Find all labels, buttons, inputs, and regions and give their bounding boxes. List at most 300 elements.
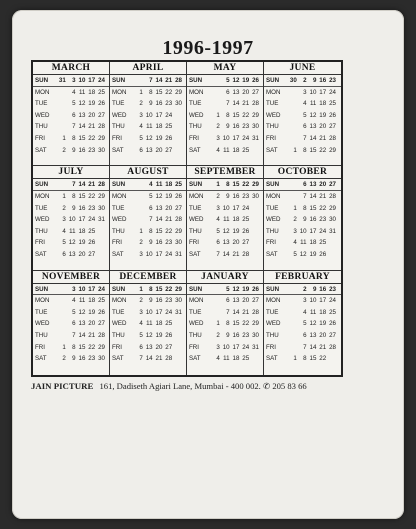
weekday-row xyxy=(264,98,341,110)
weekday-row xyxy=(33,307,109,319)
date-cell: 19 xyxy=(88,308,96,316)
weekday-row xyxy=(33,237,109,249)
weekday-label: SAT xyxy=(189,250,201,258)
date-cell: 19 xyxy=(242,285,250,293)
footer-phone: ✆ 205 83 66 xyxy=(262,381,307,391)
weekday-label: SUN xyxy=(266,77,280,84)
date-cell: 27 xyxy=(98,111,105,119)
date-cell: 17 xyxy=(232,134,240,142)
date-cell: 15 xyxy=(309,355,317,363)
date-cell: 12 xyxy=(145,332,153,340)
date-cell: 5 xyxy=(149,192,153,200)
weekday-row xyxy=(187,237,263,249)
date-cell: 20 xyxy=(319,332,327,340)
date-cell: 15 xyxy=(232,111,240,119)
date-cell: 11 xyxy=(223,216,230,224)
date-cell: 29 xyxy=(175,285,182,293)
date-cell xyxy=(133,203,143,215)
date-cell: 17 xyxy=(232,343,240,351)
weekday-row xyxy=(33,110,109,122)
date-cell: 22 xyxy=(88,192,96,200)
date-cell xyxy=(172,145,182,157)
date-cell: 12 xyxy=(68,239,76,247)
month-name: MAY xyxy=(187,62,263,75)
date-cell: 7 xyxy=(139,355,143,363)
date-cell xyxy=(210,284,220,295)
date-cell: 21 xyxy=(88,123,96,131)
date-cell: 30 xyxy=(252,123,259,131)
date-cell xyxy=(133,179,143,190)
date-cell: 17 xyxy=(309,227,317,235)
date-cell: 3 xyxy=(216,343,220,351)
date-cell: 6 xyxy=(62,250,66,258)
date-cell: 6 xyxy=(139,146,143,154)
month-block-december xyxy=(110,271,187,375)
date-cell: 20 xyxy=(242,88,250,96)
weekday-label: MON xyxy=(35,88,50,96)
date-cell: 2 xyxy=(216,123,220,131)
date-cell: 3 xyxy=(303,297,307,305)
weekday-label: MON xyxy=(266,88,281,96)
date-cell: 23 xyxy=(88,146,96,154)
date-cell xyxy=(210,98,220,110)
date-cell: 30 xyxy=(252,192,259,200)
date-cell: 22 xyxy=(319,204,327,212)
date-cell: 15 xyxy=(78,134,86,142)
date-cell: 13 xyxy=(145,146,153,154)
date-cell: 5 xyxy=(139,134,143,142)
weekday-label: MON xyxy=(112,297,127,305)
date-cell xyxy=(287,191,297,203)
weekday-label: FRI xyxy=(266,343,276,351)
date-cell: 28 xyxy=(98,123,105,131)
date-cell: 1 xyxy=(293,355,297,363)
weekday-label: WED xyxy=(266,111,281,119)
date-cell: 12 xyxy=(155,192,163,200)
date-cell: 7 xyxy=(226,308,230,316)
date-cell: 10 xyxy=(222,204,230,212)
date-cell: 27 xyxy=(98,320,105,328)
date-cell: 18 xyxy=(232,216,240,224)
date-cell xyxy=(249,237,259,249)
date-cell xyxy=(287,98,297,110)
date-cell: 27 xyxy=(165,146,173,154)
weekday-label: FRI xyxy=(189,134,199,142)
date-cell: 7 xyxy=(226,100,230,108)
weekday-row xyxy=(110,342,186,354)
date-cell xyxy=(210,75,220,86)
date-cell: 25 xyxy=(88,227,96,235)
date-cell: 27 xyxy=(242,239,250,247)
date-cell: 28 xyxy=(98,181,105,189)
weekday-row xyxy=(110,145,186,157)
weekday-row xyxy=(33,133,109,145)
date-cell: 3 xyxy=(139,111,143,119)
date-cell: 2 xyxy=(139,239,143,247)
date-cell: 17 xyxy=(319,88,327,96)
weekday-row xyxy=(33,121,109,133)
date-cell: 12 xyxy=(309,111,317,119)
date-cell: 3 xyxy=(303,88,307,96)
date-cell: 25 xyxy=(98,88,105,96)
weekday-row xyxy=(187,179,263,191)
weekday-label: MON xyxy=(189,297,204,305)
date-cell: 6 xyxy=(149,204,153,212)
calendar-title: 1996-1997 xyxy=(162,37,254,59)
date-cell xyxy=(210,307,220,319)
weekday-row xyxy=(187,295,263,307)
weekday-label: FRI xyxy=(35,239,45,247)
date-cell: 30 xyxy=(98,204,105,212)
date-cell: 16 xyxy=(232,123,240,131)
date-cell: 13 xyxy=(78,111,86,119)
date-cell: 12 xyxy=(299,250,307,258)
date-cell xyxy=(287,307,297,319)
date-cell xyxy=(133,75,143,86)
date-cell: 23 xyxy=(88,204,96,212)
footer-address: 161, Dadiseth Agiari Lane, Mumbai - 400 002. xyxy=(99,381,261,391)
date-cell xyxy=(249,249,259,261)
date-cell: 25 xyxy=(329,308,336,316)
date-cell: 24 xyxy=(329,297,336,305)
date-cell: 28 xyxy=(329,134,336,142)
weekday-row xyxy=(110,307,186,319)
date-cell: 16 xyxy=(309,216,317,224)
date-cell: 22 xyxy=(165,285,173,293)
weekday-row xyxy=(33,203,109,215)
date-cell: 30 xyxy=(98,355,105,363)
date-cell: 13 xyxy=(309,123,317,131)
date-cell: 11 xyxy=(223,355,230,363)
weekday-row xyxy=(264,179,341,191)
date-cell: 20 xyxy=(319,123,327,131)
weekday-label: TUE xyxy=(189,204,202,212)
date-cell: 8 xyxy=(72,343,76,351)
date-cell: 31 xyxy=(329,227,336,235)
weekday-label: SAT xyxy=(35,146,47,154)
weekday-label: SAT xyxy=(266,355,278,363)
weekday-row xyxy=(187,342,263,354)
date-cell: 22 xyxy=(165,227,173,235)
weekday-label: MON xyxy=(112,192,127,200)
date-cell: 20 xyxy=(165,204,173,212)
date-cell: 3 xyxy=(139,250,143,258)
date-cell xyxy=(172,330,182,342)
date-cell: 1 xyxy=(139,285,143,293)
footer xyxy=(31,381,391,392)
date-cell: 15 xyxy=(309,146,317,154)
date-cell: 8 xyxy=(72,134,76,142)
date-cell: 25 xyxy=(165,123,173,131)
date-cell: 2 xyxy=(139,297,143,305)
date-cell: 14 xyxy=(78,332,86,340)
date-cell xyxy=(56,307,66,319)
weekday-row xyxy=(187,121,263,133)
weekday-row xyxy=(264,121,341,133)
month-block-november xyxy=(33,271,110,375)
date-cell: 14 xyxy=(309,192,317,200)
date-cell: 30 xyxy=(252,332,259,340)
weekday-label: FRI xyxy=(35,343,45,351)
date-cell: 12 xyxy=(232,77,240,84)
date-cell: 4 xyxy=(72,88,76,96)
date-cell: 25 xyxy=(165,320,173,328)
date-cell xyxy=(56,121,66,133)
date-cell xyxy=(249,203,259,215)
date-cell xyxy=(133,214,143,226)
weekday-label: SAT xyxy=(189,355,201,363)
weekday-row xyxy=(264,145,341,157)
date-cell: 31 xyxy=(175,250,182,258)
weekday-row xyxy=(187,203,263,215)
weekday-row xyxy=(264,237,341,249)
date-cell: 4 xyxy=(216,216,220,224)
date-cell: 21 xyxy=(165,216,173,224)
weekday-label: TUE xyxy=(112,204,125,212)
date-cell: 8 xyxy=(303,355,307,363)
date-cell: 18 xyxy=(155,123,163,131)
date-cell: 27 xyxy=(252,297,259,305)
date-cell: 11 xyxy=(69,227,76,235)
date-cell xyxy=(287,284,297,295)
date-cell: 20 xyxy=(232,239,240,247)
date-cell: 21 xyxy=(319,192,327,200)
date-cell: 10 xyxy=(222,134,230,142)
date-cell: 29 xyxy=(98,343,105,351)
date-cell: 6 xyxy=(139,343,143,351)
date-cell: 24 xyxy=(98,285,105,293)
weekday-row xyxy=(33,191,109,203)
date-cell: 27 xyxy=(329,123,336,131)
date-cell xyxy=(172,121,182,133)
date-cell: 24 xyxy=(165,111,173,119)
date-cell: 31 xyxy=(252,343,259,351)
weekday-label: SUN xyxy=(112,285,126,293)
date-cell: 18 xyxy=(309,239,317,247)
weekday-label: FRI xyxy=(189,343,199,351)
weekday-row xyxy=(187,284,263,296)
month-block-march xyxy=(33,62,110,166)
weekday-label: THU xyxy=(112,227,125,235)
date-cell: 19 xyxy=(309,250,317,258)
date-cell: 18 xyxy=(155,320,163,328)
date-cell xyxy=(287,121,297,133)
date-cell: 10 xyxy=(78,285,86,293)
date-cell: 14 xyxy=(309,134,317,142)
weekday-label: SAT xyxy=(189,146,201,154)
weekday-label: MON xyxy=(189,192,204,200)
date-cell: 1 xyxy=(293,146,297,154)
weekday-row xyxy=(264,226,341,238)
date-cell: 15 xyxy=(155,227,163,235)
date-cell xyxy=(249,145,259,157)
date-cell: 20 xyxy=(319,181,327,189)
date-cell: 6 xyxy=(303,332,307,340)
date-cell xyxy=(287,87,297,99)
weekday-row xyxy=(110,295,186,307)
weekday-row xyxy=(110,318,186,330)
month-block-october xyxy=(264,166,341,270)
weekday-label: SUN xyxy=(189,77,203,84)
date-cell xyxy=(56,330,66,342)
date-cell: 26 xyxy=(165,134,173,142)
date-cell: 12 xyxy=(309,320,317,328)
date-cell xyxy=(56,284,66,295)
month-block-april xyxy=(110,62,187,166)
date-cell: 9 xyxy=(226,332,230,340)
weekday-label: TUE xyxy=(35,204,48,212)
date-cell: 20 xyxy=(88,111,96,119)
weekday-row xyxy=(33,249,109,261)
date-cell: 25 xyxy=(175,181,182,189)
date-cell: 19 xyxy=(242,77,250,84)
date-cell xyxy=(249,353,259,365)
weekday-row xyxy=(110,75,186,87)
date-cell: 18 xyxy=(232,146,240,154)
date-cell xyxy=(287,110,297,122)
month-name: DECEMBER xyxy=(110,271,186,284)
weekday-label: FRI xyxy=(266,134,276,142)
weekday-row xyxy=(33,75,109,87)
weekday-row xyxy=(110,249,186,261)
date-cell: 24 xyxy=(242,343,250,351)
date-cell: 4 xyxy=(293,239,297,247)
date-cell: 26 xyxy=(252,285,259,293)
date-cell: 2 xyxy=(293,216,297,224)
date-cell: 13 xyxy=(232,297,240,305)
month-name: SEPTEMBER xyxy=(187,166,263,179)
date-cell: 31 xyxy=(175,308,182,316)
weekday-label: SAT xyxy=(35,250,47,258)
date-cell: 8 xyxy=(72,192,76,200)
weekday-label: SUN xyxy=(189,181,203,189)
date-cell: 6 xyxy=(303,181,307,189)
date-cell: 15 xyxy=(155,88,163,96)
date-cell: 5 xyxy=(72,308,76,316)
weekday-label: FRI xyxy=(112,239,122,247)
weekday-label: THU xyxy=(35,332,48,340)
weekday-label: MON xyxy=(35,192,50,200)
date-cell: 21 xyxy=(319,134,327,142)
weekday-row xyxy=(264,284,341,296)
date-cell: 29 xyxy=(252,181,259,189)
calendar-card xyxy=(12,10,404,519)
date-cell: 8 xyxy=(226,181,230,189)
date-cell: 20 xyxy=(78,250,86,258)
date-cell: 28 xyxy=(175,216,182,224)
date-cell: 30 xyxy=(175,100,182,108)
weekday-label: FRI xyxy=(35,134,45,142)
date-cell: 14 xyxy=(78,123,86,131)
weekday-row xyxy=(264,318,341,330)
weekday-label: SAT xyxy=(112,250,124,258)
date-cell: 24 xyxy=(88,216,96,224)
weekday-label: TUE xyxy=(35,100,48,108)
date-cell: 24 xyxy=(98,77,105,84)
weekday-row xyxy=(33,214,109,226)
date-cell: 1 xyxy=(216,111,220,119)
date-cell xyxy=(210,295,220,307)
weekday-row xyxy=(33,226,109,238)
date-cell: 2 xyxy=(139,100,143,108)
date-cell: 24 xyxy=(319,227,327,235)
date-cell: 16 xyxy=(78,355,86,363)
date-cell: 23 xyxy=(165,297,173,305)
weekday-label: MON xyxy=(266,192,281,200)
date-cell: 6 xyxy=(226,297,230,305)
date-cell: 30 xyxy=(175,239,182,247)
weekday-label: SAT xyxy=(266,250,278,258)
weekday-label: FRI xyxy=(112,134,122,142)
weekday-row xyxy=(187,330,263,342)
weekday-row xyxy=(110,353,186,365)
date-cell: 9 xyxy=(149,297,153,305)
weekday-row xyxy=(264,353,341,365)
date-cell: 28 xyxy=(175,77,182,84)
date-cell xyxy=(326,353,336,365)
date-cell: 1 xyxy=(62,192,66,200)
date-cell: 17 xyxy=(155,111,163,119)
date-cell: 8 xyxy=(149,88,153,96)
date-cell: 5 xyxy=(72,100,76,108)
date-cell: 2 xyxy=(62,355,66,363)
weekday-label: THU xyxy=(112,123,125,131)
date-cell: 26 xyxy=(319,250,327,258)
weekday-row xyxy=(110,330,186,342)
date-cell: 13 xyxy=(232,88,240,96)
date-cell: 6 xyxy=(216,239,220,247)
date-cell: 9 xyxy=(149,239,153,247)
weekday-row xyxy=(187,87,263,99)
date-cell: 22 xyxy=(242,181,250,189)
weekday-row xyxy=(33,179,109,191)
date-cell: 14 xyxy=(222,250,230,258)
weekday-label: FRI xyxy=(266,239,276,247)
date-cell: 1 xyxy=(139,88,143,96)
date-cell: 16 xyxy=(319,285,327,293)
date-cell: 19 xyxy=(155,332,163,340)
date-cell xyxy=(133,191,143,203)
weekday-label: WED xyxy=(266,320,281,328)
date-cell: 5 xyxy=(226,285,230,293)
date-cell: 5 xyxy=(139,332,143,340)
date-cell: 25 xyxy=(242,216,250,224)
date-cell: 17 xyxy=(319,297,327,305)
date-cell: 10 xyxy=(145,111,153,119)
weekday-row xyxy=(264,307,341,319)
date-cell xyxy=(210,87,220,99)
date-cell: 4 xyxy=(139,123,143,131)
month-block-january xyxy=(187,271,264,375)
weekday-label: WED xyxy=(266,216,281,224)
weekday-row xyxy=(187,75,263,87)
date-cell: 22 xyxy=(319,146,327,154)
date-cell: 8 xyxy=(149,227,153,235)
date-cell: 20 xyxy=(155,343,163,351)
date-cell: 18 xyxy=(78,227,86,235)
weekday-label: THU xyxy=(35,123,48,131)
weekday-label: SAT xyxy=(266,146,278,154)
date-cell: 8 xyxy=(303,146,307,154)
date-cell: 29 xyxy=(175,227,182,235)
weekday-row xyxy=(187,226,263,238)
date-cell: 25 xyxy=(329,100,336,108)
date-cell: 11 xyxy=(300,239,307,247)
date-cell: 2 xyxy=(303,285,307,293)
weekday-label: THU xyxy=(189,227,202,235)
date-cell: 9 xyxy=(226,123,230,131)
date-cell: 8 xyxy=(303,204,307,212)
